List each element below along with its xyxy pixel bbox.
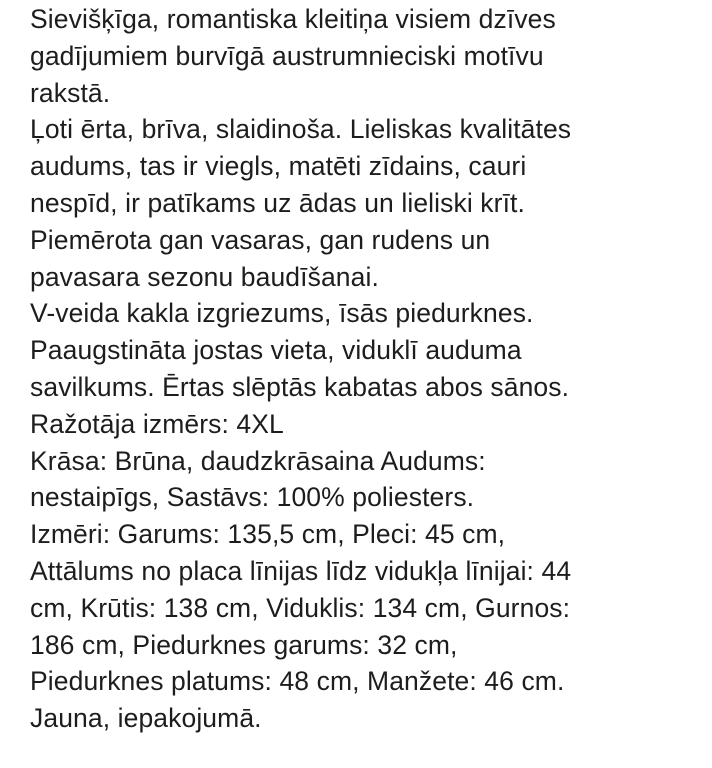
description-line: Ražotāja izmērs: 4XL [30, 408, 284, 439]
description-line: nestaipīgs, Sastāvs: 100% poliesters. [30, 482, 475, 513]
product-description-text [30, 1, 710, 737]
description-line: Ļoti ērta, brīva, slaidinoša. Lieliskas kvalitātes [30, 114, 572, 145]
description-line: cm, Krūtis: 138 cm, Viduklis: 134 cm, Gurnos: [30, 592, 571, 623]
description-line: V-veida kakla izgriezums, īsās piedurknes. [30, 298, 534, 329]
description-line: audums, tas ir viegls, matēti zīdains, cauri [30, 151, 527, 182]
description-line: Paaugstināta jostas vieta, viduklī auduma [30, 335, 522, 366]
description-line: rakstā. [30, 77, 111, 108]
description-line: Piemērota gan vasaras, gan rudens un [30, 224, 491, 255]
description-line: savilkums. Ērtas slēptās kabatas abos sānos. [30, 371, 570, 402]
description-line: Jauna, iepakojumā. [30, 703, 262, 734]
description-line: Attālums no placa līnijas līdz vidukļa līnijai: 44 [30, 555, 572, 586]
description-line: Piedurknes platums: 48 cm, Manžete: 46 cm. [30, 666, 565, 697]
description-line: pavasara sezonu baudīšanai. [30, 261, 379, 292]
description-line: Krāsa: Brūna, daudzkrāsaina Audums: [30, 445, 486, 476]
description-line: Sievišķīga, romantiska kleitiņa visiem dzīves [30, 4, 556, 34]
description-line: Izmēri: Garums: 135,5 cm, Pleci: 45 cm, [30, 519, 506, 550]
description-line: gadījumiem burvīgā austrumnieciski motīvu [30, 40, 544, 71]
description-line: nespīd, ir patīkams uz ādas un lieliski krīt. [30, 187, 525, 218]
description-line: 186 cm, Piedurknes garums: 32 cm, [30, 629, 458, 660]
